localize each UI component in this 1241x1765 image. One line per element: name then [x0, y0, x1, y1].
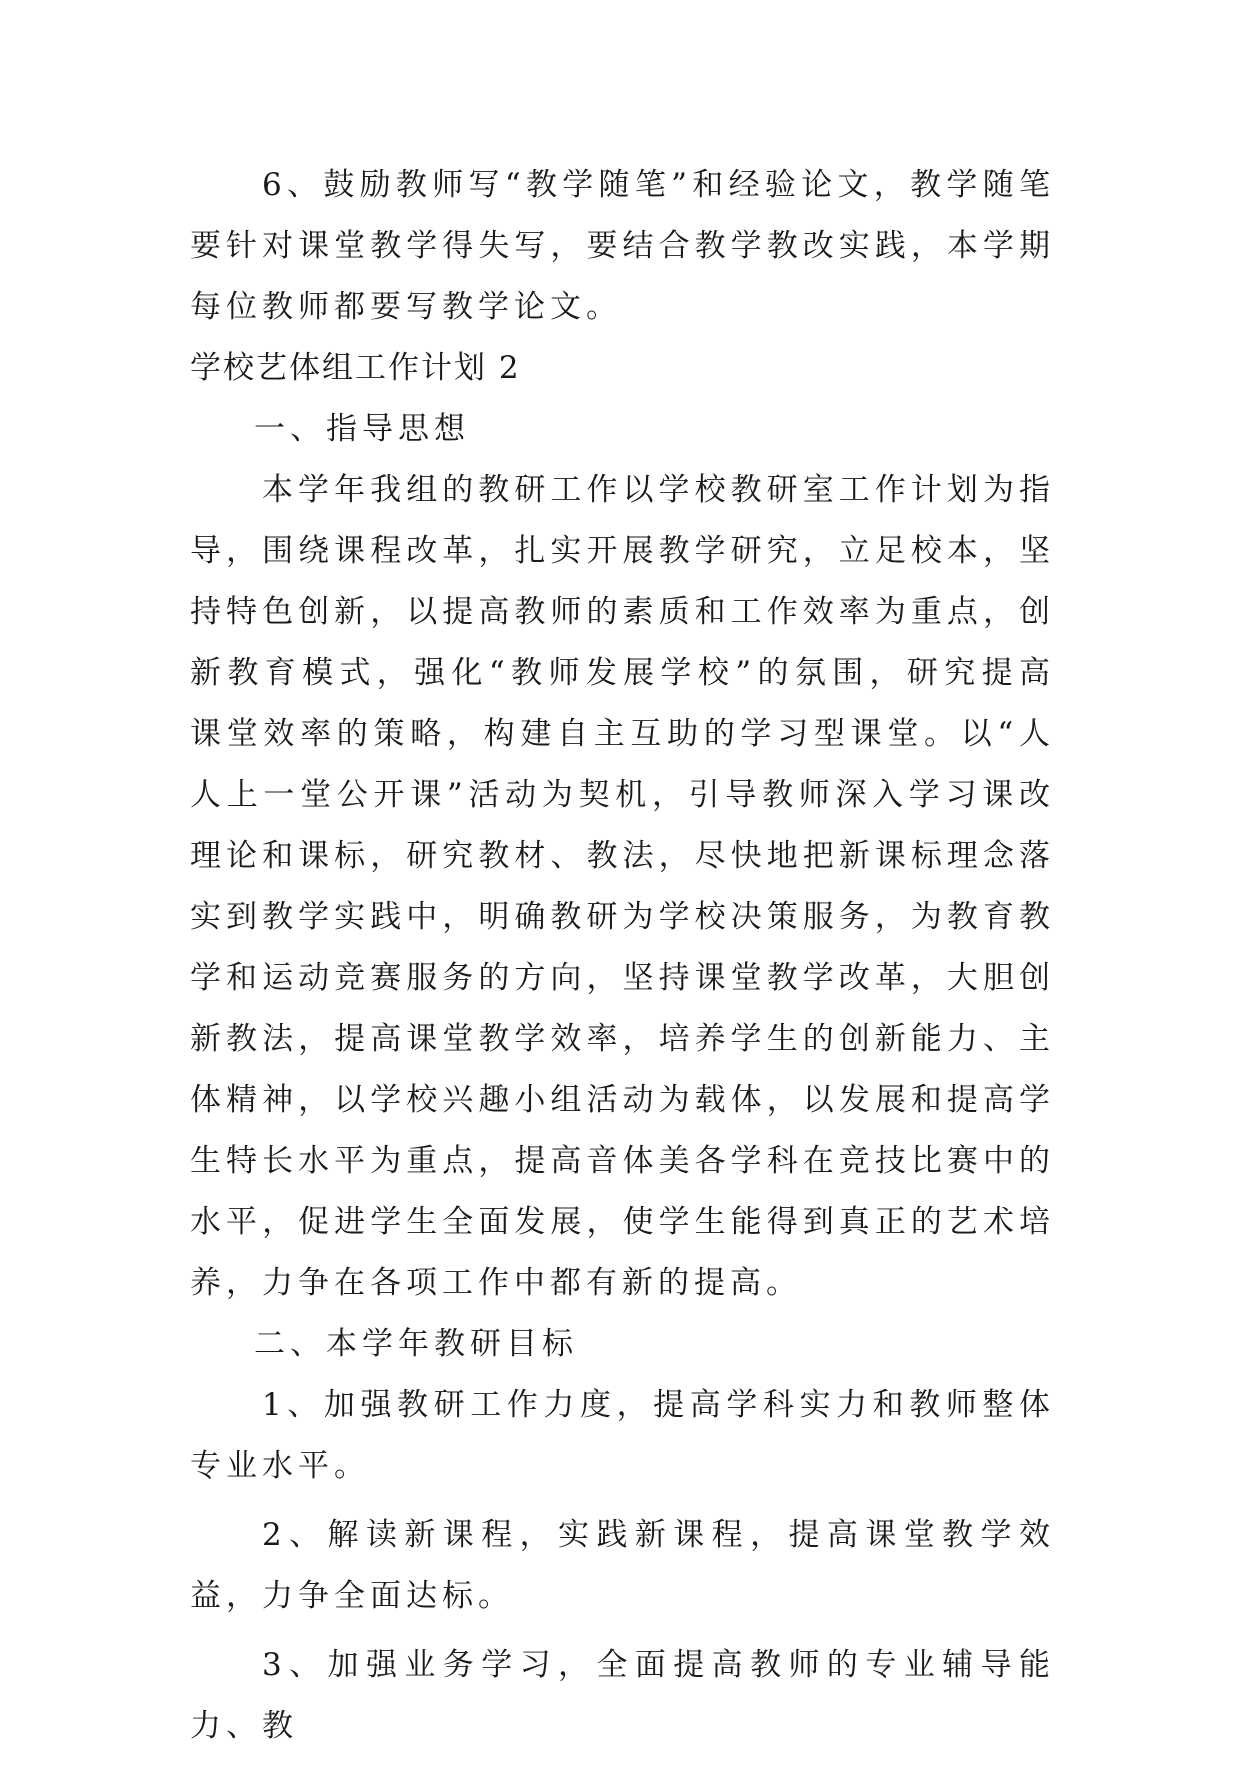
section-heading-guiding-ideology: 一、指导思想: [254, 411, 470, 447]
section-body-guiding-ideology: 本学年我组的教研工作以学校教研室工作计划为指导，围绕课程改革，扎实开展教学研究，立足校本，坚持特色创新，以提高教师的素质和工作效率为重点，创新教育模式，强化“教师发展学校”的氛围，研究提高课堂效率的策略，构建自主互助的学习型课堂。以“人人上一堂公开课”活动为契机，引导教师深入学习课改理论和课标，研究教材、教法，尽快地把新课标理念落实到教学实践中，明确教研为学校决策服务，为教育教学和运动竞赛服务的方向，坚持课堂教学改革，大胆创新教法，提高课堂教学效率，培养学生的创新能力、主体精神，以学校兴趣小组活动为载体，以发展和提高学生特长水平为重点，提高音体美各学科在竞技比赛中的水平，促进学生全面发展，使学生能得到真正的艺术培养，力争在各项工作中都有新的提高。: [190, 472, 1055, 1301]
paragraph-item-6: 6、鼓励教师写“教学随笔”和经验论文，教学随笔要针对课堂教学得失写，要结合教学教改实践，本学期每位教师都要写教学论文。: [190, 167, 1055, 325]
goal-item-1: 1、加强教研工作力度，提高学科实力和教师整体专业水平。: [190, 1387, 1055, 1484]
goal-item-2: 2、解读新课程，实践新课程，提高课堂教学效益，力争全面达标。: [190, 1517, 1055, 1614]
goal-item-3: 3、加强业务学习，全面提高教师的专业辅导能力、教: [190, 1647, 1055, 1744]
document-body: [190, 155, 1055, 1765]
document-title: 学校艺体组工作计划 2: [190, 350, 521, 386]
section-heading-research-goals: 二、本学年教研目标: [254, 1326, 578, 1362]
